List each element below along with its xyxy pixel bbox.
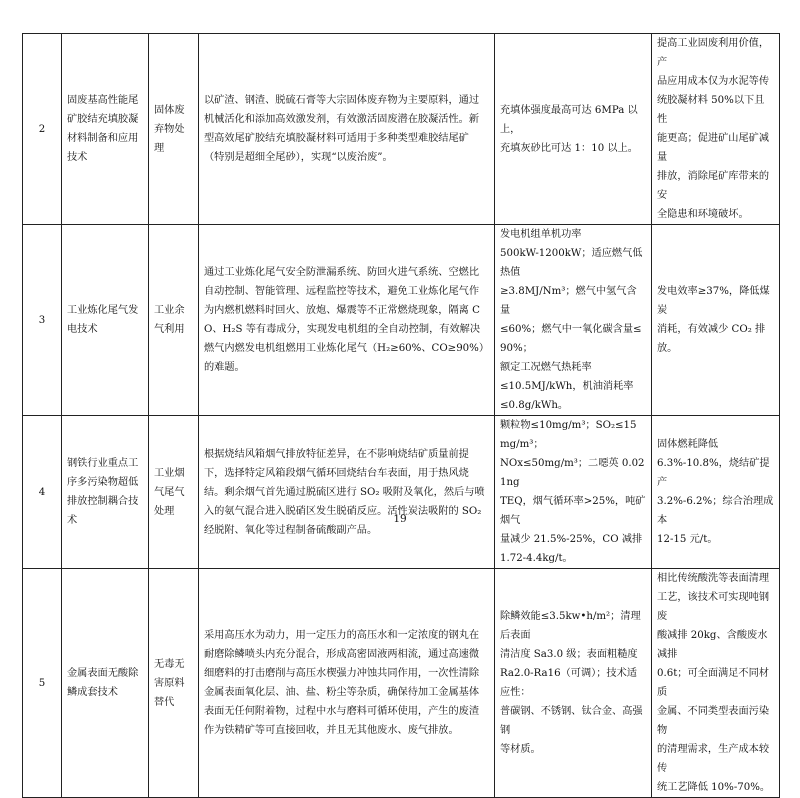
indicator-line: 等材质。 — [500, 744, 541, 755]
indicator-line: TEQ，烟气循环率>25%，吨矿烟气 — [500, 496, 646, 526]
benefit-line: 统胶凝材料 50%以下且性 — [657, 95, 765, 125]
technology-description: 通过工业炼化尾气安全防泄漏系统、防回火进气系统、空燃比自动控制、智能管理、远程监控等技术，避免工业炼化尾气作为内燃机燃料时回火、放炮、爆震等不正常燃烧现象，隔离 CO、H₂S 等有毒成分，实现发电机组的全自动控制，有效解决燃气内燃发电机组燃用工业炼化尾气（H₂≥60%、CO≥90%）的难题。 — [199, 225, 495, 416]
technology-table — [22, 33, 780, 798]
benefits — [652, 416, 780, 569]
category: 无毒无害原料替代 — [149, 569, 199, 798]
technology-name: 金属表面无酸除鳞成套技术 — [62, 569, 149, 798]
technology-name: 工业炼化尾气发电技术 — [62, 225, 149, 416]
row-number: 2 — [23, 34, 62, 225]
benefit-line: 品应用成本仅为水泥等传 — [657, 76, 770, 87]
benefit-line: 6.3%-10.8%，烧结矿提产 — [657, 458, 770, 488]
table-row — [23, 569, 780, 798]
table-row — [23, 34, 780, 225]
benefit-line: 消耗，有效减少 CO₂ 排放。 — [657, 324, 766, 354]
benefit-line: 12-15 元/t。 — [657, 534, 718, 545]
row-number: 4 — [23, 416, 62, 569]
row-number: 5 — [23, 569, 62, 798]
technology-description: 采用高压水为动力，用一定压力的高压水和一定浓度的钢丸在耐磨除鳞喷头内充分混合，形成高密固液两相流，通过高速微细磨料的打击磨削与高压水楔强力冲蚀共同作用，一次性清除金属表面氧化层、油、盐、粉尘等杂质，确保待加工金属基体表面无任何附着物，过程中水与磨料可循环使用，产生的废渣作为铁精矿等可直接回收，并且无其他废水、废气排放。 — [199, 569, 495, 798]
row-number: 3 — [23, 225, 62, 416]
table-row — [23, 416, 780, 569]
indicator-line: ≤60%；燃气中一氧化碳含量≤90%； — [500, 324, 642, 354]
indicator-line: 量减少 21.5%-25%，CO 减排 — [500, 534, 643, 545]
indicator-line: 500kW-1200kW；适应燃气低热值 — [500, 248, 643, 278]
indicator-line: 充填体强度最高可达 6MPa 以上， — [500, 104, 638, 135]
technical-indicators — [495, 569, 652, 798]
technology-description: 以矿渣、钢渣、脱硫石膏等大宗固体废弃物为主要原料，通过机械活化和添加高效激发剂，有效激活固废潜在胶凝活性。新型高效尾矿胶结充填胶凝材料可适用于多种类型难胶结尾矿（特别是超细全尾砂），实现“以废治废”。 — [199, 34, 495, 225]
benefit-line: 金属、不同类型表面污染物 — [657, 706, 770, 736]
category: 固体废弃物处理 — [149, 34, 199, 225]
benefit-line: 固体燃耗降低 — [657, 439, 719, 450]
page-number: 19 — [393, 513, 407, 525]
technology-description: 根据烧结风箱烟气排放特征差异，在不影响烧结矿质量前提下，选择特定风箱段烟气循环回烧结台车表面，用于热风烧结。剩余烟气首先通过脱硫区进行 SO₂ 吸附及氧化，然后与喷入的氨气混合进入脱硝区发生脱硝反应。活性炭法吸附的 SO₂ 经脱附、氧化等过程制备硫酸副产品。 — [199, 416, 495, 569]
benefit-line: 全隐患和环境破坏。 — [657, 209, 749, 220]
technology-name: 固废基高性能尾矿胶结充填胶凝材料制备和应用技术 — [62, 34, 149, 225]
technical-indicators — [495, 416, 652, 569]
indicator-line: 除鳞效能≤3.5kw•h/m²；清理后表面 — [500, 611, 641, 641]
category: 工业烟气尾气处理 — [149, 416, 199, 569]
indicator-line: ≤0.8g/kWh。 — [500, 400, 569, 411]
benefit-line: 工艺，该技术可实现吨钢废 — [657, 592, 770, 622]
benefit-line: 相比传统酸洗等表面清理 — [657, 573, 770, 584]
indicator-line: 1.72-4.4kg/t。 — [500, 553, 573, 564]
indicator-line: ≤10.5MJ/kWh，机油消耗率 — [500, 381, 634, 392]
indicator-line: 额定工况燃气热耗率 — [500, 362, 592, 373]
benefit-line: 提高工业固废利用价值，产 — [657, 38, 770, 68]
indicator-line: 颗粒物≤10mg/m³；SO₂≤15mg/m³； — [500, 420, 637, 450]
benefit-line: 酸减排 20kg、含酸废水减排 — [657, 630, 768, 660]
indicator-line: 清洁度 Sa3.0 级；表面粗糙度 — [500, 649, 638, 660]
benefit-line: 发电效率≥37%，降低煤炭 — [657, 286, 770, 316]
technical-indicators — [495, 34, 652, 225]
benefits — [652, 225, 780, 416]
benefit-line: 的清理需求，生产成本较传 — [657, 744, 770, 774]
benefits — [652, 34, 780, 225]
indicator-line: ≥3.8MJ/Nm³；燃气中氢气含量 — [500, 286, 637, 316]
technology-name: 钢铁行业重点工序多污染物超低排放控制耦合技术 — [62, 416, 149, 569]
indicator-line: Ra2.0-Ra16（可调）；技术适应性： — [500, 668, 637, 698]
benefits — [652, 569, 780, 798]
benefit-line: 排放，消除尾矿库带来的安 — [657, 171, 770, 201]
benefit-line: 0.6t；可全面满足不同材质 — [657, 668, 769, 698]
indicator-line: 发电机组单机功率 — [500, 229, 582, 240]
table-row — [23, 225, 780, 416]
benefit-line: 能更高；促进矿山尾矿减量 — [657, 133, 770, 163]
category: 工业余气利用 — [149, 225, 199, 416]
indicator-line: 普碳钢、不锈钢、钛合金、高强钢 — [500, 706, 643, 736]
benefit-line: 统工艺降低 10%-70%。 — [657, 782, 771, 793]
indicator-line: 充填灰砂比可达 1：10 以上。 — [500, 142, 638, 154]
indicator-line: NOx≤50mg/m³；二噁英 0.021ng — [500, 458, 645, 488]
technical-indicators — [495, 225, 652, 416]
benefit-line: 3.2%-6.2%；综合治理成本 — [657, 496, 774, 526]
